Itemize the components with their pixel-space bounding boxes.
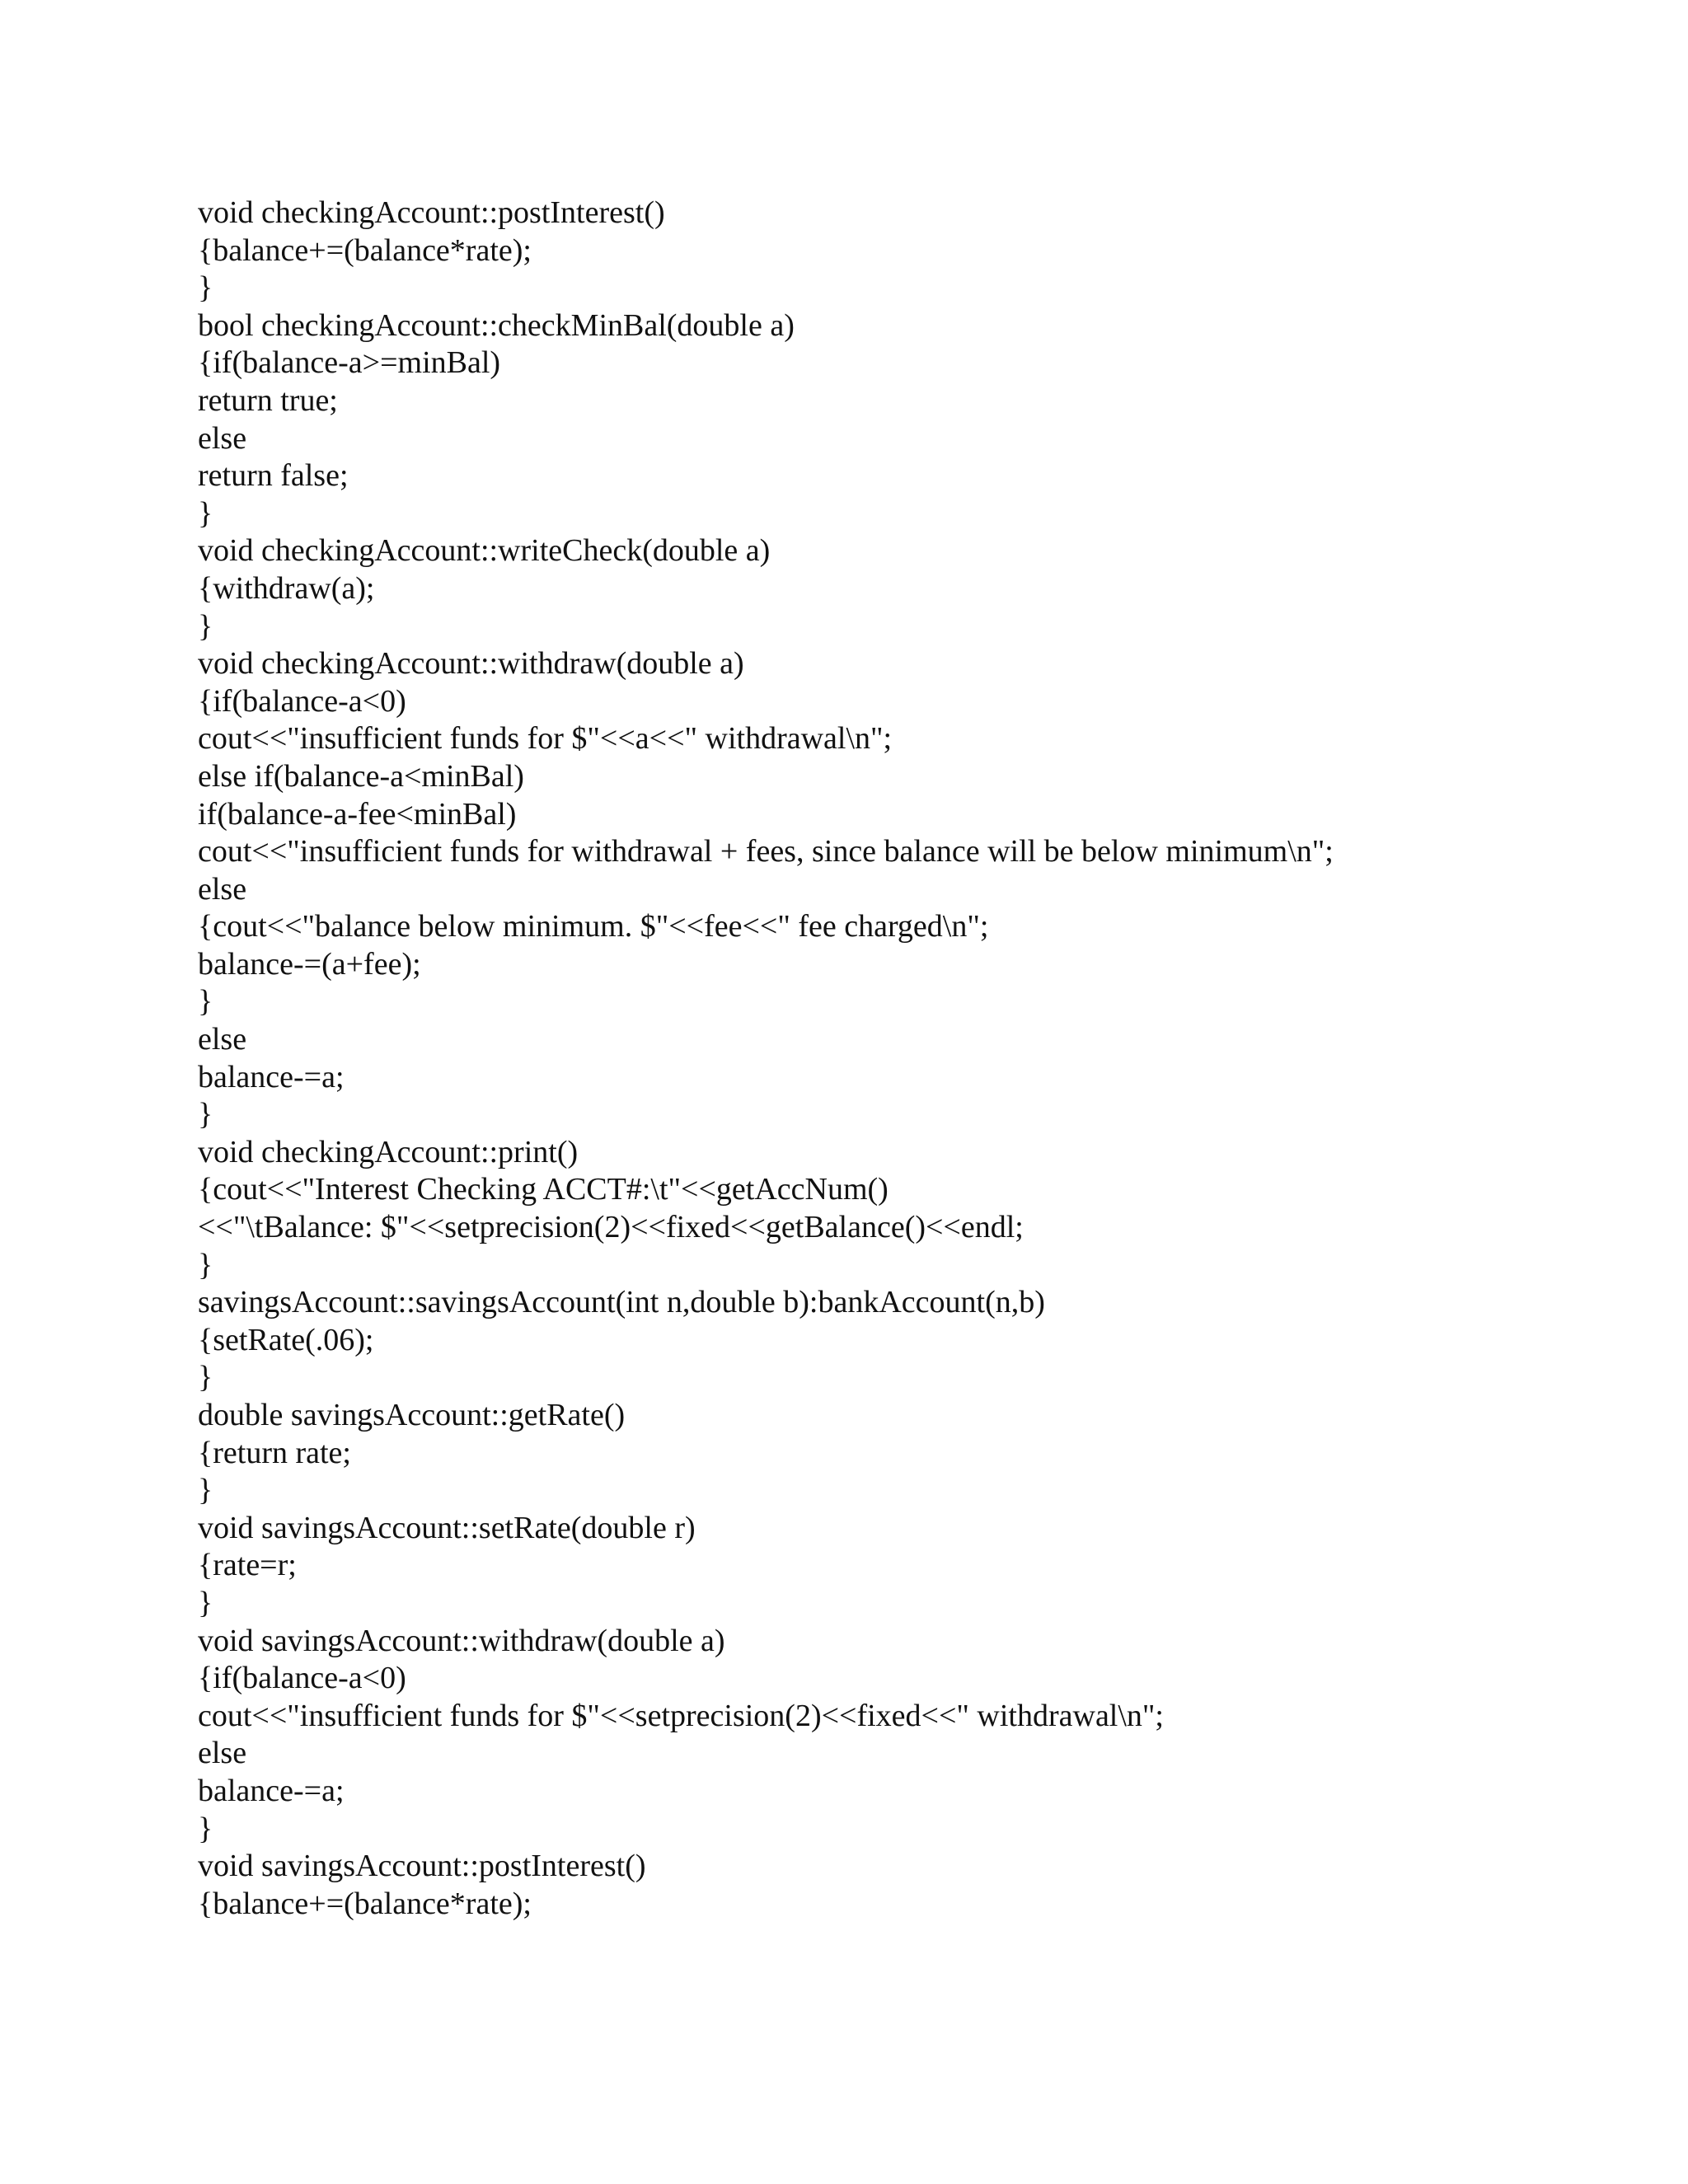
code-line: {if(balance-a>=minBal) <box>198 345 501 381</box>
code-line: } <box>198 270 213 306</box>
code-line: void checkingAccount::print() <box>198 1134 579 1169</box>
code-line: void savingsAccount::postInterest() <box>198 1849 646 1884</box>
code-line: void savingsAccount::withdraw(double a) <box>198 1623 725 1658</box>
code-line: void checkingAccount::writeCheck(double a) <box>198 533 771 569</box>
code-line: {if(balance-a<0) <box>198 1661 406 1696</box>
code-line: return true; <box>198 382 338 418</box>
code-line: else if(balance-a<minBal) <box>198 758 524 794</box>
code-line: } <box>198 495 213 531</box>
code-line: <<"\tBalance: $"<<setprecision(2)<<fixed<<getBalance()<<endl; <box>198 1210 1024 1245</box>
code-line: double savingsAccount::getRate() <box>198 1398 626 1432</box>
code-line: } <box>198 1097 213 1132</box>
code-line: } <box>198 1811 213 1846</box>
code-line: {setRate(.06); <box>198 1322 374 1357</box>
code-line: if(balance-a-fee<minBal) <box>198 796 517 832</box>
code-line: balance-=a; <box>198 1773 345 1808</box>
code-line: } <box>198 984 213 1019</box>
code-line: {balance+=(balance*rate); <box>198 232 532 268</box>
code-line: cout<<"insufficient funds for $"<<setprecision(2)<<fixed<<" withdrawal\n"; <box>198 1698 1164 1733</box>
code-line: cout<<"insufficient funds for withdrawal + fees, since balance will be below minimum\n"; <box>198 834 1334 869</box>
code-line: } <box>198 1247 213 1282</box>
code-line: void checkingAccount::withdraw(double a) <box>198 646 744 682</box>
code-line: else <box>198 1022 247 1057</box>
code-line: balance-=a; <box>198 1059 345 1094</box>
code-line: savingsAccount::savingsAccount(int n,double b):bankAccount(n,b) <box>198 1285 1045 1320</box>
code-line: {balance+=(balance*rate); <box>198 1886 532 1921</box>
code-line: } <box>198 608 213 644</box>
code-line: void savingsAccount::setRate(double r) <box>198 1510 696 1545</box>
code-line: void checkingAccount::postInterest() <box>198 195 665 230</box>
code-line: {cout<<"balance below minimum. $"<<fee<<" fee charged\n"; <box>198 909 989 944</box>
code-line: } <box>198 1585 213 1620</box>
code-listing <box>198 194 1665 1923</box>
code-line: {if(balance-a<0) <box>198 683 406 719</box>
code-line: cout<<"insufficient funds for $"<<a<<" withdrawal\n"; <box>198 721 893 757</box>
code-line: else <box>198 871 247 907</box>
code-line: } <box>198 1360 213 1395</box>
code-line: {withdraw(a); <box>198 570 375 606</box>
code-line: {return rate; <box>198 1435 351 1470</box>
code-line: return false; <box>198 458 349 494</box>
code-line: } <box>198 1473 213 1508</box>
code-line: {cout<<"Interest Checking ACCT#:\t"<<getAccNum() <box>198 1172 889 1207</box>
code-line: balance-=(a+fee); <box>198 946 421 982</box>
code-line: bool checkingAccount::checkMinBal(double a) <box>198 307 795 343</box>
code-line: else <box>198 1736 247 1771</box>
code-line: {rate=r; <box>198 1548 297 1583</box>
code-line: else <box>198 420 247 456</box>
